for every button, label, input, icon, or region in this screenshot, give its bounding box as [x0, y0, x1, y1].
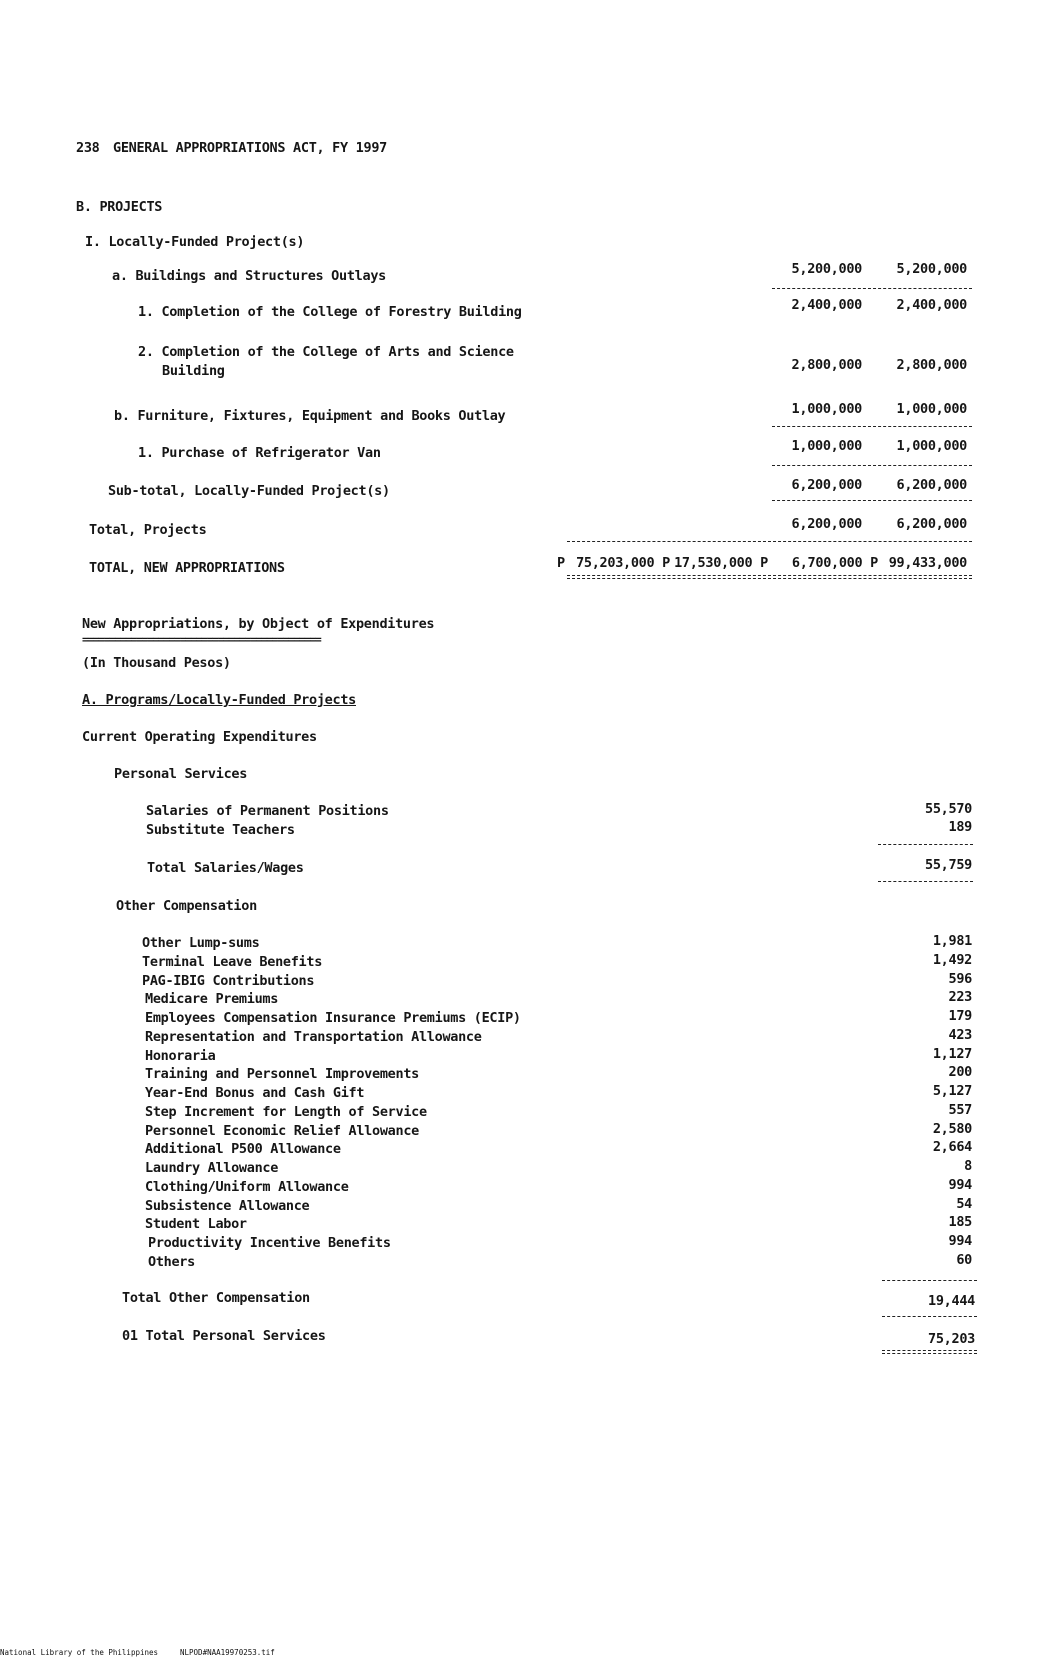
compensation-item-value: 54 [956, 1196, 972, 1212]
compensation-item-label: PAG-IBIG Contributions [142, 973, 315, 989]
subtotal-col1: 6,200,000 [791, 477, 862, 493]
value-arts-col1: 2,800,000 [791, 357, 862, 373]
total-projects-label: Total, Projects [89, 522, 207, 538]
compensation-item-value: 179 [948, 1008, 972, 1024]
value-furniture-col2: 1,000,000 [896, 401, 967, 417]
page-title: GENERAL APPROPRIATIONS ACT, FY 1997 [113, 140, 387, 156]
grand-total-col3: 6,700,000 P [791, 555, 878, 571]
rule-total-other [882, 1316, 977, 1317]
compensation-item-value: 2,664 [932, 1139, 972, 1155]
compensation-item-label: Personnel Economic Relief Allowance [145, 1123, 419, 1139]
compensation-item-value: 1,492 [932, 952, 972, 968]
grand-total-col1: 75,203,000 P [576, 555, 670, 571]
subtotal-label: Sub-total, Locally-Funded Project(s) [108, 483, 390, 499]
compensation-item-label: Student Labor [145, 1216, 247, 1232]
value-forestry-col2: 2,400,000 [896, 297, 967, 313]
current-operating-heading: Current Operating Expenditures [82, 729, 317, 745]
item-buildings-outlays: a. Buildings and Structures Outlays [112, 268, 386, 284]
compensation-item-value: 8 [964, 1158, 972, 1174]
grand-total-peso: P [557, 555, 565, 571]
total-projects-col1: 6,200,000 [791, 516, 862, 532]
value-furniture-col1: 1,000,000 [791, 401, 862, 417]
compensation-item-label: Terminal Leave Benefits [142, 954, 323, 970]
compensation-item-label: Medicare Premiums [145, 991, 279, 1007]
total-ps-label: 01 Total Personal Services [122, 1328, 326, 1344]
item-furniture-outlay: b. Furniture, Fixtures, Equipment and Books Outlay [114, 408, 506, 424]
compensation-item-label: Training and Personnel Improvements [145, 1066, 419, 1082]
page-number: 238 [76, 140, 100, 156]
item-arts-science-building-line2: Building [162, 363, 225, 379]
compensation-item-label: Employees Compensation Insurance Premiums (ECIP) [145, 1010, 521, 1026]
rule-salaries [878, 844, 973, 845]
item-refrigerator-van: 1. Purchase of Refrigerator Van [138, 445, 381, 461]
value-buildings-col2: 5,200,000 [896, 261, 967, 277]
compensation-item-value: 596 [948, 971, 972, 987]
group-locally-funded: I. Locally-Funded Project(s) [85, 234, 305, 250]
units-label: (In Thousand Pesos) [82, 655, 231, 671]
compensation-item-value: 1,981 [932, 933, 972, 949]
value-van-col1: 1,000,000 [791, 438, 862, 454]
item-forestry-building: 1. Completion of the College of Forestry Building [138, 304, 522, 320]
grand-total-col4: 99,433,000 [888, 555, 967, 571]
compensation-item-label: Laundry Allowance [145, 1160, 279, 1176]
grand-total-label: TOTAL, NEW APPROPRIATIONS [89, 560, 285, 576]
total-other-label: Total Other Compensation [122, 1290, 310, 1306]
other-compensation-heading: Other Compensation [116, 898, 257, 914]
compensation-item-label: Additional P500 Allowance [145, 1141, 341, 1157]
compensation-item-value: 994 [948, 1233, 972, 1249]
rule-grand-top [567, 541, 972, 542]
rule-furniture [772, 426, 972, 427]
objects-heading: New Appropriations, by Object of Expenditures [82, 616, 435, 632]
footer-file: NLPOD#NAA19970253.tif [180, 1648, 275, 1657]
section-projects: B. PROJECTS [76, 199, 163, 215]
total-ps-value: 75,203 [928, 1331, 975, 1347]
rule-total-salaries [878, 881, 973, 882]
footer-library: National Library of the Philippines [0, 1648, 159, 1657]
compensation-item-label: Other Lump-sums [142, 935, 260, 951]
personal-services-heading: Personal Services [114, 766, 248, 782]
substitute-value: 189 [948, 819, 972, 835]
rule-van [772, 465, 972, 466]
rule-subtotal [772, 500, 972, 501]
rule-total-ps [882, 1350, 977, 1354]
compensation-item-value: 200 [948, 1064, 972, 1080]
compensation-item-label: Step Increment for Length of Service [145, 1104, 427, 1120]
compensation-item-value: 1,127 [932, 1046, 972, 1062]
rule-grand-bottom [567, 575, 972, 579]
compensation-item-value: 223 [948, 989, 972, 1005]
subtotal-col2: 6,200,000 [896, 477, 967, 493]
compensation-item-value: 5,127 [932, 1083, 972, 1099]
compensation-item-label: Honoraria [145, 1048, 216, 1064]
total-salaries-value: 55,759 [925, 857, 972, 873]
value-forestry-col1: 2,400,000 [791, 297, 862, 313]
compensation-item-value: 994 [948, 1177, 972, 1193]
salaries-value: 55,570 [925, 801, 972, 817]
salaries-label: Salaries of Permanent Positions [146, 803, 389, 819]
compensation-item-label: Others [148, 1254, 195, 1270]
substitute-label: Substitute Teachers [146, 822, 295, 838]
compensation-item-value: 557 [948, 1102, 972, 1118]
compensation-item-value: 60 [956, 1252, 972, 1268]
compensation-item-value: 2,580 [932, 1121, 972, 1137]
compensation-item-label: Subsistence Allowance [145, 1198, 310, 1214]
rule-buildings [772, 288, 972, 289]
compensation-item-value: 185 [948, 1214, 972, 1230]
total-projects-col2: 6,200,000 [896, 516, 967, 532]
programs-heading: A. Programs/Locally-Funded Projects [82, 692, 356, 708]
value-arts-col2: 2,800,000 [896, 357, 967, 373]
grand-total-col2: 17,530,000 P [674, 555, 768, 571]
item-arts-science-building: 2. Completion of the College of Arts and Science [138, 344, 514, 360]
compensation-item-label: Clothing/Uniform Allowance [145, 1179, 349, 1195]
compensation-item-label: Year-End Bonus and Cash Gift [145, 1085, 365, 1101]
value-buildings-col1: 5,200,000 [791, 261, 862, 277]
compensation-item-value: 423 [948, 1027, 972, 1043]
compensation-item-label: Representation and Transportation Allowance [145, 1029, 482, 1045]
objects-heading-rule: ============================================ [82, 633, 321, 646]
value-van-col2: 1,000,000 [896, 438, 967, 454]
rule-other-comp [882, 1280, 977, 1281]
compensation-item-label: Productivity Incentive Benefits [148, 1235, 391, 1251]
total-salaries-label: Total Salaries/Wages [147, 860, 304, 876]
total-other-value: 19,444 [928, 1293, 975, 1309]
